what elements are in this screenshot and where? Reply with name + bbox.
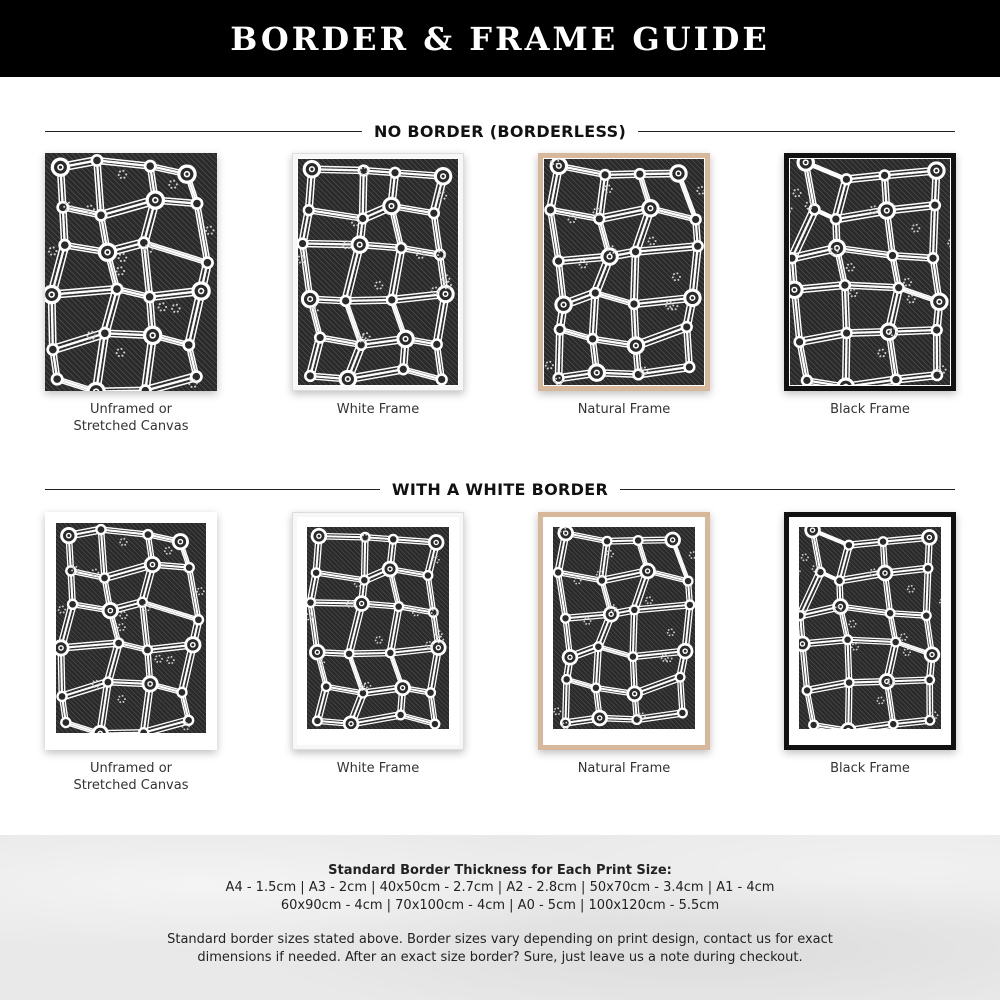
divider [638,131,955,132]
section-heading-borderless [45,119,955,143]
caption [538,760,710,777]
caption [45,760,217,794]
artwork [56,523,206,733]
abstract-pattern-artwork [307,527,449,729]
caption [45,401,217,435]
product-natural-frame-borderless[interactable] [538,153,710,418]
print-mockup [45,153,217,391]
abstract-pattern-artwork [544,159,704,385]
artwork [553,527,695,729]
border-note-line: dimensions if needed. After an exact size border? Sure, just leave us a note during checkout. [197,950,803,965]
border-sizes-line: A4 - 1.5cm | A3 - 2cm | 40x50cm - 2.7cm | A2 - 2.8cm | 50x70cm - 3.4cm | A1 - 4cm [225,880,775,895]
divider [45,131,362,132]
artwork [298,159,458,385]
caption [292,760,464,777]
caption-line: Stretched Canvas [73,778,189,793]
product-unframed-borderless[interactable] [45,153,217,435]
header-banner [0,0,1000,77]
caption-line: Natural Frame [577,402,671,417]
product-natural-frame-white-border[interactable] [538,512,710,777]
abstract-pattern-artwork [298,159,458,385]
print-mockup [784,512,956,750]
caption [538,401,710,418]
border-thickness-panel [0,835,1000,1000]
section-title: NO BORDER (BORDERLESS) [373,121,627,141]
print-mockup [45,512,217,750]
caption-line: White Frame [336,761,420,776]
abstract-pattern-artwork [799,527,941,729]
abstract-pattern-artwork [56,523,206,733]
print-mockup [538,512,710,750]
caption-line: Stretched Canvas [73,419,189,434]
border-note-line: Standard border sizes stated above. Border sizes vary depending on print design, contact us for exact [167,932,833,947]
border-note [0,931,1000,967]
product-white-frame-white-border[interactable] [292,512,464,777]
artwork [307,527,449,729]
caption-line: Unframed or [90,761,172,776]
artwork [544,159,704,385]
artwork [45,153,217,391]
divider [620,489,955,490]
artwork [799,527,941,729]
print-mockup [538,153,710,391]
print-mockup [784,153,956,391]
caption-line: White Frame [336,402,420,417]
print-mockup [292,153,464,391]
border-sizes-line: 60x90cm - 4cm | 70x100cm - 4cm | A0 - 5cm | 100x120cm - 5.5cm [280,898,720,913]
page-title: BORDER & FRAME GUIDE [230,19,770,58]
product-unframed-white-border[interactable] [45,512,217,794]
product-black-frame-white-border[interactable] [784,512,956,777]
caption-line: Unframed or [90,402,172,417]
caption [784,401,956,418]
print-mockup [292,512,464,750]
caption-line: Black Frame [830,761,910,776]
section-heading-white-border [45,477,955,501]
section-title: WITH A WHITE BORDER [391,479,609,499]
artwork [790,159,950,385]
abstract-pattern-artwork [553,527,695,729]
caption-line: Black Frame [830,402,910,417]
border-thickness-title: Standard Border Thickness for Each Print Size: [328,863,672,878]
caption [292,401,464,418]
caption [784,760,956,777]
abstract-pattern-artwork [45,153,217,391]
abstract-pattern-artwork [790,159,950,385]
product-black-frame-borderless[interactable] [784,153,956,418]
product-white-frame-borderless[interactable] [292,153,464,418]
caption-line: Natural Frame [577,761,671,776]
divider [45,489,380,490]
